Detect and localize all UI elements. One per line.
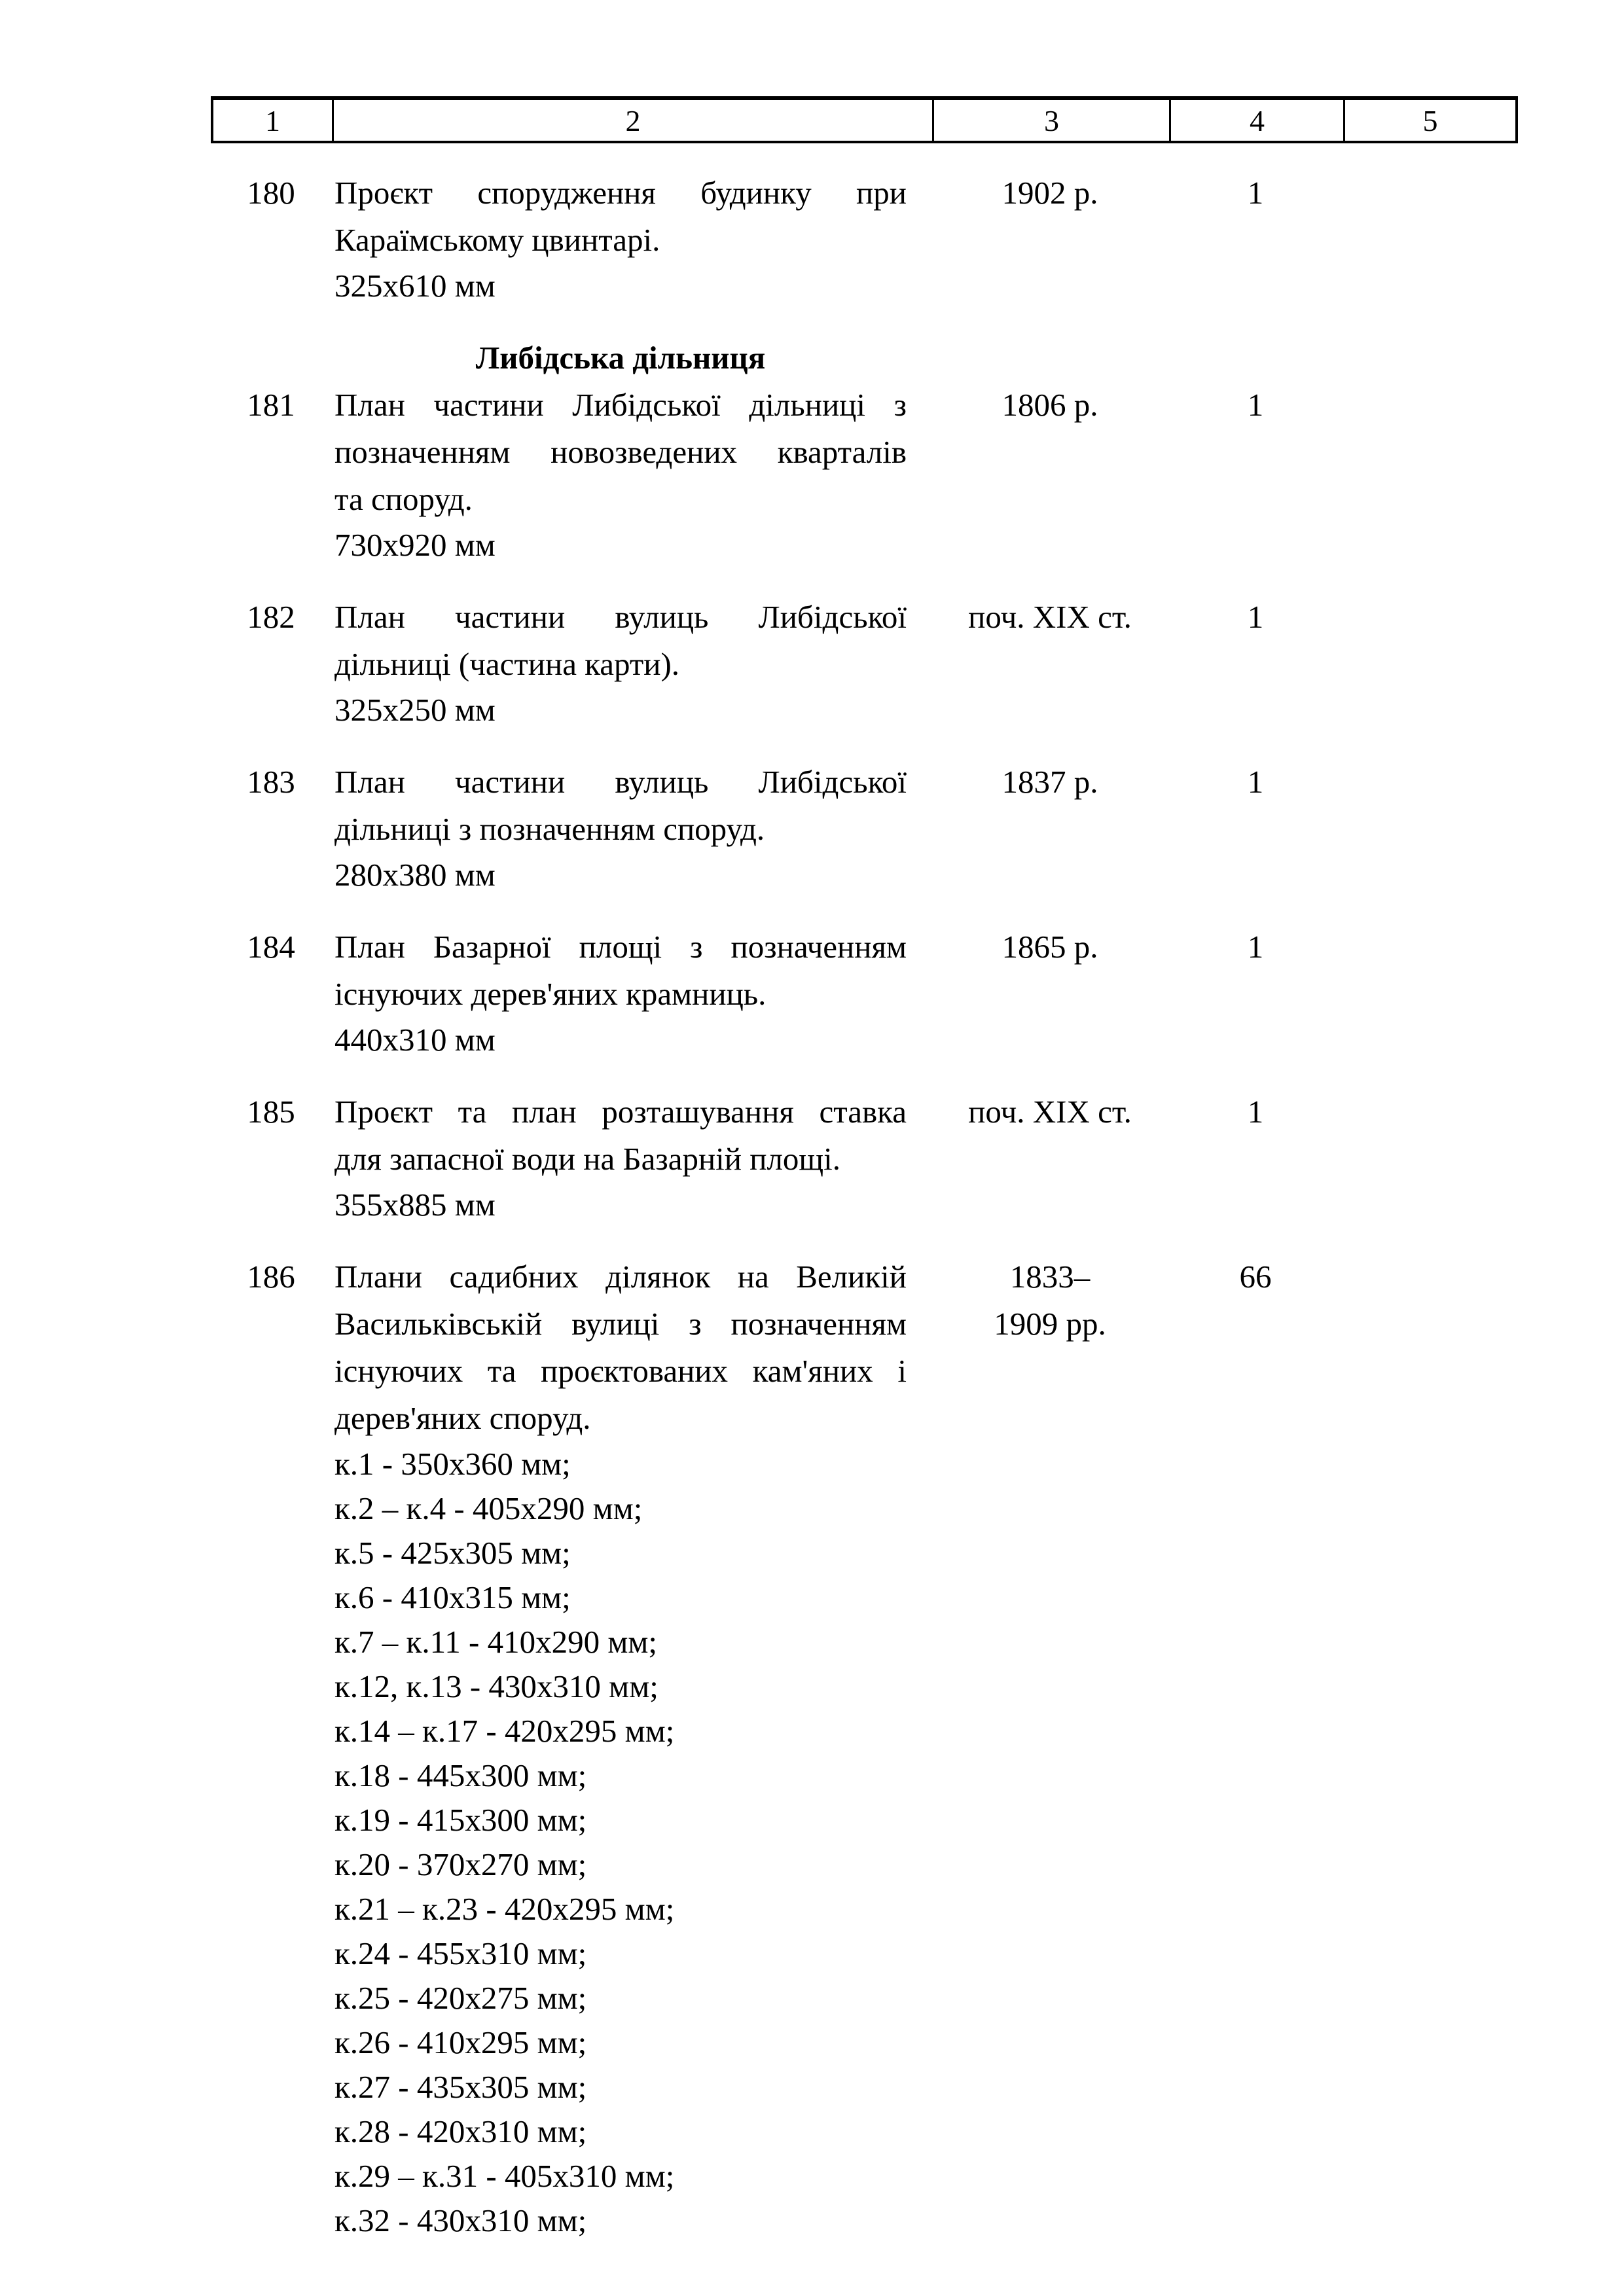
dimension-line: к.24 - 455х310 мм; <box>334 1935 587 1971</box>
row-description <box>331 924 931 1062</box>
row-count: 1 <box>1247 599 1264 635</box>
description-line: Плани садибних ділянок на Великій <box>334 1259 907 1295</box>
description-line: позначенням новозведених кварталів <box>334 434 907 470</box>
dimension-line: к.19 - 415х300 мм; <box>334 1802 587 1838</box>
dimension-line: к.29 – к.31 - 405х310 мм; <box>334 2158 675 2194</box>
table-row <box>211 594 1518 732</box>
row-count: 1 <box>1247 929 1264 965</box>
row-date <box>931 759 1168 806</box>
dimension-line: к.20 - 370х270 мм; <box>334 1846 587 1882</box>
row-count: 1 <box>1247 387 1264 423</box>
row-count: 1 <box>1247 1094 1264 1130</box>
header-cell-2: 2 <box>334 100 934 141</box>
row-number: 185 <box>247 1094 295 1130</box>
row-number: 186 <box>247 1259 295 1295</box>
dimension-line: к.27 - 435х305 мм; <box>334 2069 587 2105</box>
header-cell-5: 5 <box>1422 103 1438 137</box>
description-line: дільниці з позначенням споруд. <box>334 811 765 847</box>
dimension-line: к.7 – к.11 - 410х290 мм; <box>334 1624 657 1660</box>
row-number: 184 <box>247 929 295 965</box>
date-line: 1833– <box>1009 1259 1091 1295</box>
header-cell-4: 4 <box>1171 100 1345 141</box>
row-description <box>331 1253 931 2243</box>
description-line: існуючих та проєктованих кам'яних і <box>334 1353 907 1389</box>
table-row <box>211 382 1518 567</box>
table-row <box>211 170 1518 308</box>
header-cell-3: 3 <box>934 100 1171 141</box>
dimension-line: 730х920 мм <box>334 527 496 563</box>
row-description <box>331 759 931 897</box>
description-line: існуючих дерев'яних крамниць. <box>334 976 767 1012</box>
row-date <box>931 594 1168 641</box>
description-line: Васильківській вулиці з позначенням <box>334 1306 907 1342</box>
table-row <box>211 924 1518 1062</box>
row-number: 181 <box>247 387 295 423</box>
date-line: 1806 р. <box>1001 387 1098 423</box>
dimension-line: 440х310 мм <box>334 1022 496 1058</box>
inventory-table <box>211 96 1518 2269</box>
table-row <box>211 1253 1518 2243</box>
date-line: поч. XIX ст. <box>968 599 1132 635</box>
description-line: План частини вулиць Либідської <box>334 599 907 635</box>
dimension-line: к.25 - 420х275 мм; <box>334 1980 587 2016</box>
description-line: дерев'яних споруд. <box>334 1400 591 1436</box>
row-date <box>931 382 1168 429</box>
dimension-line: к.18 - 445х300 мм; <box>334 1757 587 1793</box>
row-count: 1 <box>1247 764 1264 800</box>
row-date <box>931 1088 1168 1136</box>
description-line: План частини Либідської дільниці з <box>334 387 907 423</box>
description-line: Проєкт спорудження будинку при <box>334 175 907 211</box>
header-cell-1: 1 <box>213 100 334 141</box>
dimension-line: 325х610 мм <box>334 268 496 304</box>
dimension-line: к.2 – к.4 - 405х290 мм; <box>334 1490 643 1526</box>
table-row <box>211 759 1518 897</box>
row-date <box>931 1253 1168 1348</box>
table-row <box>211 1088 1518 1227</box>
dimension-line: 325х250 мм <box>334 692 496 728</box>
dimension-line: 280х380 мм <box>334 857 496 893</box>
row-description <box>331 1088 931 1227</box>
description-line: для запасної води на Базарній площі. <box>334 1141 841 1177</box>
dimension-line: к.32 - 430х310 мм; <box>334 2202 587 2238</box>
date-line: 1902 р. <box>1001 175 1098 211</box>
row-count: 1 <box>1247 175 1264 211</box>
dimension-line: к.28 - 420х310 мм; <box>334 2113 587 2149</box>
description-line: дільниці (частина карти). <box>334 646 680 682</box>
inventory-table-header <box>211 96 1518 143</box>
row-date <box>931 170 1168 217</box>
date-line: поч. XIX ст. <box>968 1094 1132 1130</box>
row-number: 183 <box>247 764 295 800</box>
description-line: План Базарної площі з позначенням <box>334 929 907 965</box>
dimension-line: к.12, к.13 - 430х310 мм; <box>334 1668 659 1704</box>
dimension-line: к.6 - 410х315 мм; <box>334 1579 571 1615</box>
row-number: 182 <box>247 599 295 635</box>
dimension-line: к.1 - 350х360 мм; <box>334 1446 571 1482</box>
description-line: Караїмському цвинтарі. <box>334 222 660 258</box>
description-line: та споруд. <box>334 481 473 517</box>
row-description <box>331 382 931 567</box>
row-date <box>931 924 1168 971</box>
row-description <box>331 594 931 732</box>
row-count: 66 <box>1239 1259 1272 1295</box>
row-description <box>331 170 931 308</box>
date-line: 1909 рр. <box>994 1306 1106 1342</box>
date-line: 1837 р. <box>1001 764 1098 800</box>
dimension-line: 355х885 мм <box>334 1187 496 1223</box>
dimension-line: к.21 – к.23 - 420х295 мм; <box>334 1891 675 1927</box>
row-number: 180 <box>247 175 295 211</box>
date-line: 1865 р. <box>1001 929 1098 965</box>
table-body <box>211 170 1518 2243</box>
dimension-line: к.26 - 410х295 мм; <box>334 2024 587 2060</box>
description-line: Проєкт та план розташування ставка <box>334 1094 907 1130</box>
dimension-line: к.14 – к.17 - 420х295 мм; <box>334 1713 675 1749</box>
dimension-line: к.5 - 425х305 мм; <box>334 1535 571 1571</box>
section-heading: Либідська дільниця <box>475 340 766 376</box>
description-line: План частини вулиць Либідської <box>334 764 907 800</box>
